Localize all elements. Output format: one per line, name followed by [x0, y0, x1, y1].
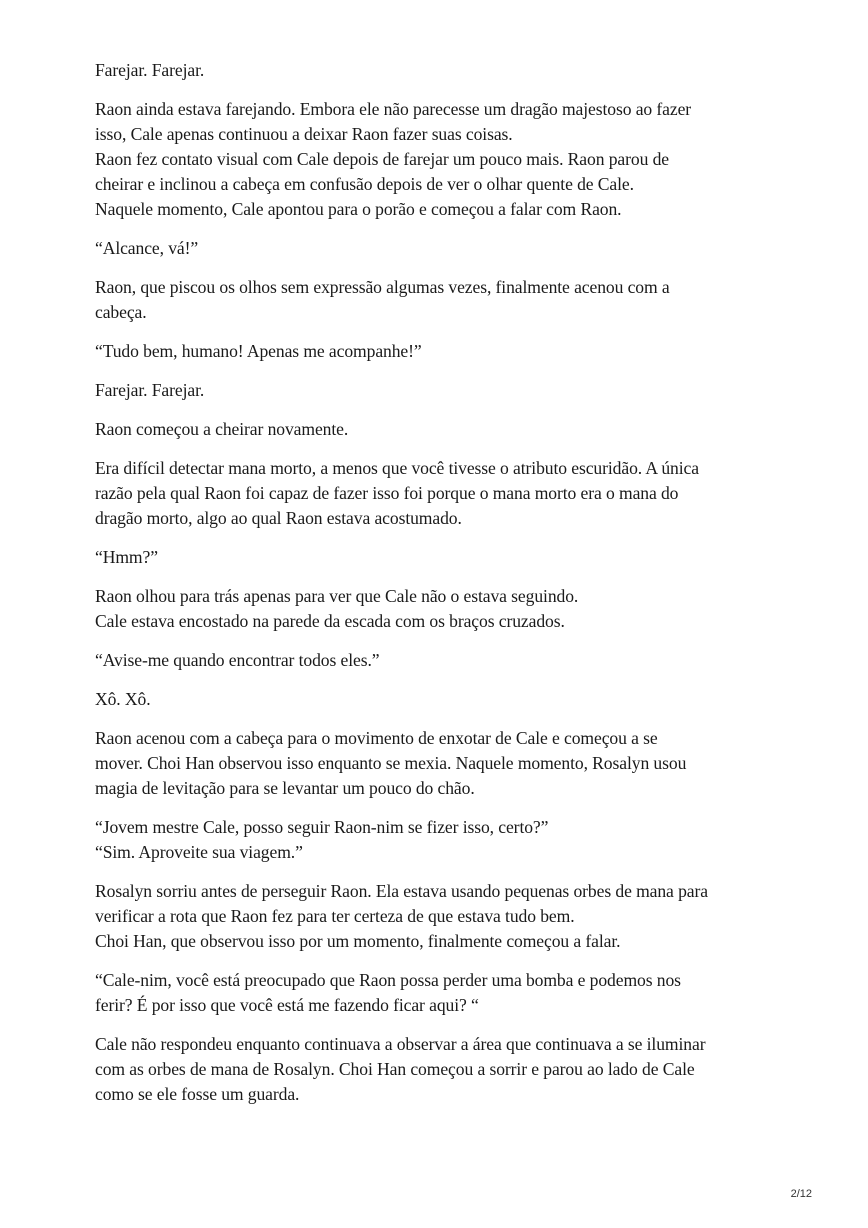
paragraph-9: [95, 545, 795, 570]
text-line: “Jovem mestre Cale, posso seguir Raon-nim se fizer isso, certo?”: [95, 817, 549, 837]
text-line: “Avise-me quando encontrar todos eles.”: [95, 650, 380, 670]
text-line: razão pela qual Raon foi capaz de fazer isso foi porque o mana morto era o mana do: [95, 483, 679, 503]
text-line: Raon fez contato visual com Cale depois de farejar um pouco mais. Raon parou de: [95, 149, 669, 169]
text-line: Naquele momento, Cale apontou para o porão e começou a falar com Raon.: [95, 199, 622, 219]
text-line: ferir? É por isso que você está me fazendo ficar aqui? “: [95, 995, 479, 1015]
paragraph-3: [95, 236, 795, 261]
text-line: “Sim. Aproveite sua viagem.”: [95, 842, 303, 862]
paragraph-5: [95, 339, 795, 364]
paragraph-16: [95, 968, 795, 1018]
text-line: “Cale-nim, você está preocupado que Raon possa perder uma bomba e podemos nos: [95, 970, 681, 990]
text-line: isso, Cale apenas continuou a deixar Raon fazer suas coisas.: [95, 124, 513, 144]
paragraph-7: [95, 417, 795, 442]
text-line: mover. Choi Han observou isso enquanto se mexia. Naquele momento, Rosalyn usou: [95, 753, 687, 773]
paragraph-12: [95, 687, 795, 712]
text-line: Raon começou a cheirar novamente.: [95, 419, 349, 439]
text-line: Choi Han, que observou isso por um momento, finalmente começou a falar.: [95, 931, 621, 951]
text-line: cheirar e inclinou a cabeça em confusão depois de ver o olhar quente de Cale.: [95, 174, 634, 194]
text-line: verificar a rota que Raon fez para ter certeza de que estava tudo bem.: [95, 906, 575, 926]
text-line: Raon, que piscou os olhos sem expressão algumas vezes, finalmente acenou com a: [95, 277, 670, 297]
page-number: 2/12: [790, 1188, 812, 1200]
paragraph-17: [95, 1032, 795, 1107]
text-line: Xô. Xô.: [95, 689, 151, 709]
text-line: Cale estava encostado na parede da escada com os braços cruzados.: [95, 611, 565, 631]
text-line: como se ele fosse um guarda.: [95, 1084, 300, 1104]
text-line: Cale não respondeu enquanto continuava a observar a área que continuava a se iluminar: [95, 1034, 706, 1054]
paragraph-11: [95, 648, 795, 673]
paragraph-8: [95, 456, 795, 531]
text-line: Rosalyn sorriu antes de perseguir Raon. Ela estava usando pequenas orbes de mana para: [95, 881, 708, 901]
text-line: “Hmm?”: [95, 547, 158, 567]
paragraph-4: [95, 275, 795, 325]
text-line: Era difícil detectar mana morto, a menos que você tivesse o atributo escuridão. A única: [95, 458, 699, 478]
paragraph-15: [95, 879, 795, 954]
text-line: cabeça.: [95, 302, 147, 322]
text-line: “Alcance, vá!”: [95, 238, 199, 258]
paragraph-13: [95, 726, 795, 801]
text-line: “Tudo bem, humano! Apenas me acompanhe!”: [95, 341, 422, 361]
paragraph-14: [95, 815, 795, 865]
text-line: Raon ainda estava farejando. Embora ele não parecesse um dragão majestoso ao fazer: [95, 99, 692, 119]
paragraph-6: [95, 378, 795, 403]
text-line: Raon olhou para trás apenas para ver que Cale não o estava seguindo.: [95, 586, 579, 606]
text-line: Farejar. Farejar.: [95, 60, 205, 80]
text-line: Farejar. Farejar.: [95, 380, 205, 400]
text-line: dragão morto, algo ao qual Raon estava acostumado.: [95, 508, 462, 528]
text-line: Raon acenou com a cabeça para o movimento de enxotar de Cale e começou a se: [95, 728, 658, 748]
text-line: com as orbes de mana de Rosalyn. Choi Han começou a sorrir e parou ao lado de Cale: [95, 1059, 695, 1079]
paragraph-10: [95, 584, 795, 634]
text-line: magia de levitação para se levantar um pouco do chão.: [95, 778, 475, 798]
document-page: [95, 58, 795, 1121]
paragraph-1: [95, 58, 795, 83]
paragraph-2: [95, 97, 795, 222]
